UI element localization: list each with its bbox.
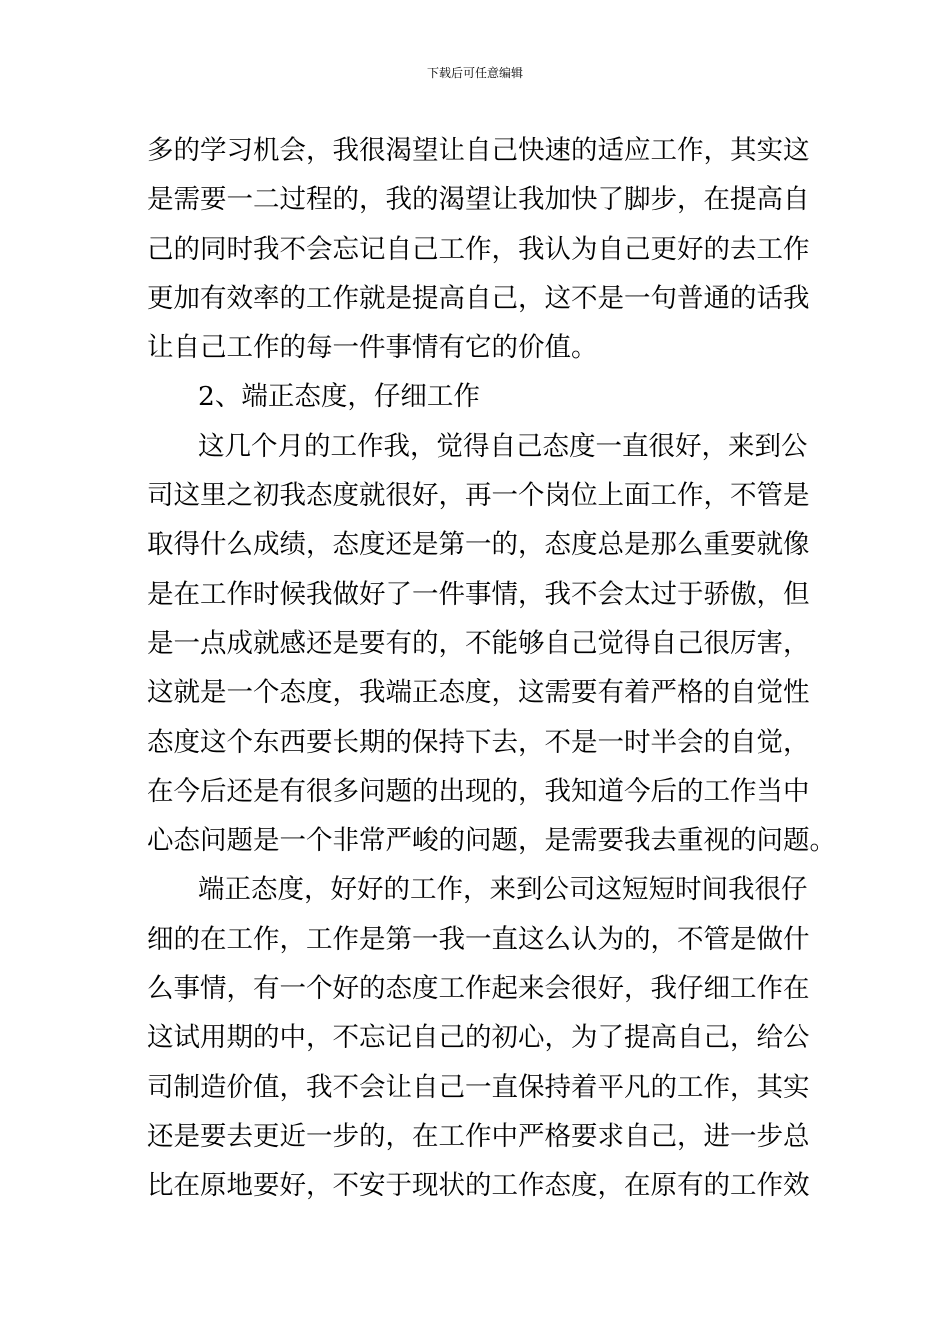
text-line: 这试用期的中，不忘记自己的初心，为了提高自己，给公 [147,1022,810,1054]
section-heading: 2、端正态度，仔细工作 [198,381,480,413]
text-line: 司这里之初我态度就很好，再一个岗位上面工作，不管是 [147,480,810,512]
text-line: 细的在工作，工作是第一我一直这么认为的，不管是做什 [147,923,810,955]
text-line: 取得什么成绩，态度还是第一的，态度总是那么重要就像 [147,529,810,561]
document-body [147,126,836,1211]
text-line: 这几个月的工作我，觉得自己态度一直很好，来到公 [198,430,808,462]
text-line: 是在工作时候我做好了一件事情，我不会太过于骄傲，但 [147,578,810,610]
text-line: 还是要去更近一步的，在工作中严格要求自己，进一步总 [147,1120,810,1152]
text-line: 更加有效率的工作就是提高自己，这不是一句普通的话我 [147,282,810,314]
text-line: 比在原地要好，不安于现状的工作态度，在原有的工作效 [147,1170,810,1202]
page-header: 下载后可任意编辑 [426,66,523,80]
text-line: 在今后还是有很多问题的出现的，我知道今后的工作当中 [147,775,810,807]
text-line: 这就是一个态度，我端正态度，这需要有着严格的自觉性 [147,677,810,709]
text-line: 端正态度，好好的工作，来到公司这短短时间我很仔 [198,874,808,906]
text-line: 司制造价值，我不会让自己一直保持着平凡的工作，其实 [147,1071,810,1103]
text-line: 己的同时我不会忘记自己工作，我认为自己更好的去工作 [147,233,810,265]
text-line: 么事情，有一个好的态度工作起来会很好，我仔细工作在 [147,973,810,1005]
text-line: 是一点成就感还是要有的，不能够自己觉得自己很厉害， [147,627,810,659]
text-line: 心态问题是一个非常严峻的问题，是需要我去重视的问题。 [147,825,836,857]
text-line: 多的学习机会，我很渴望让自己快速的适应工作，其实这 [147,135,810,166]
text-line: 态度这个东西要长期的保持下去，不是一时半会的自觉， [147,726,810,758]
text-line: 让自己工作的每一件事情有它的价值。 [147,332,598,364]
text-line: 是需要一二过程的，我的渴望让我加快了脚步，在提高自 [147,184,810,216]
